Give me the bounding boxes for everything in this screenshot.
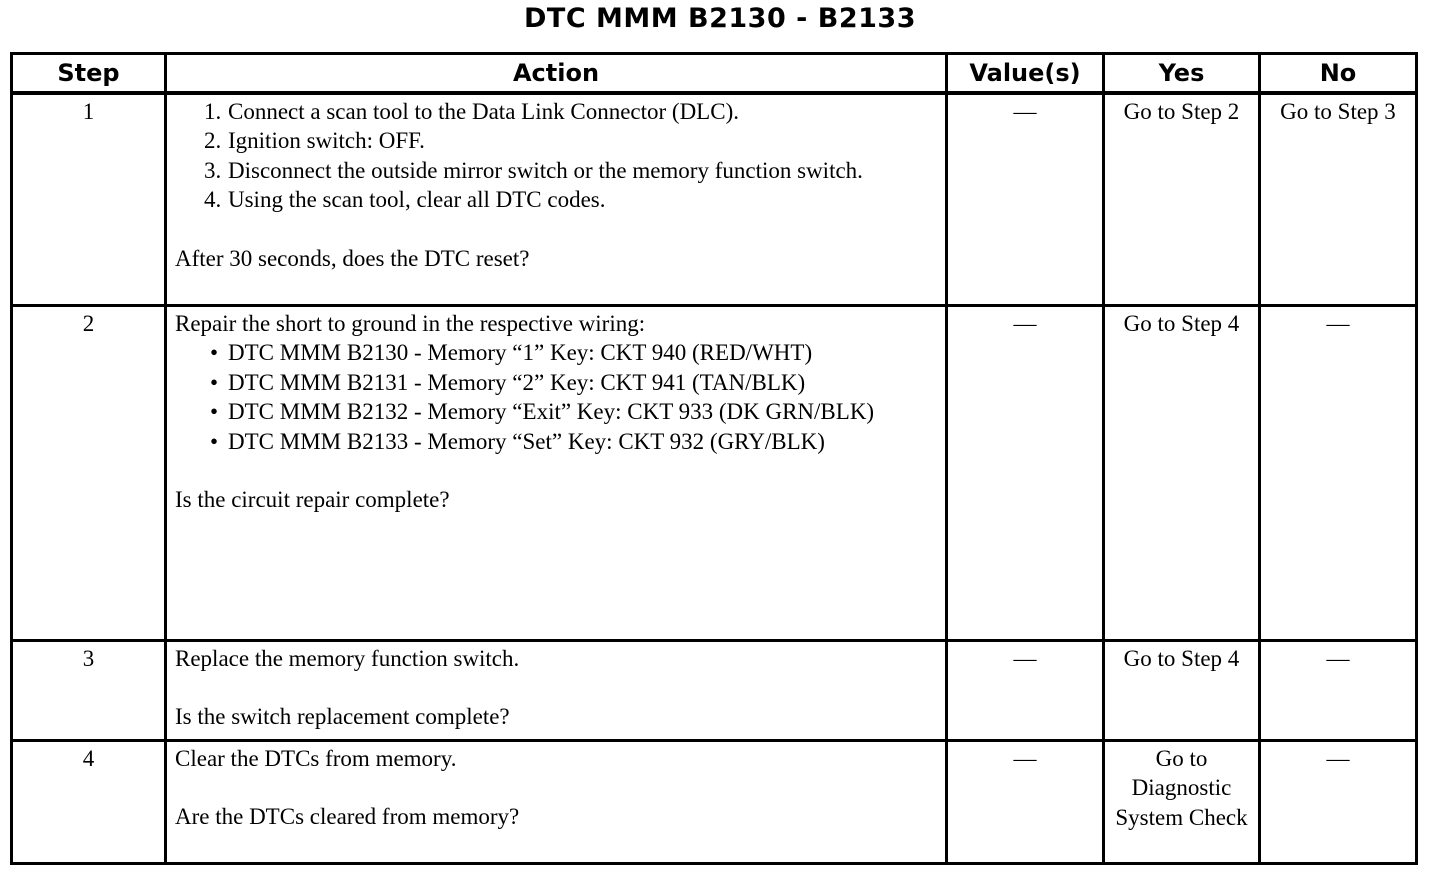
- no-cell: —: [1260, 641, 1417, 741]
- header-step: Step: [12, 54, 166, 94]
- table-header-row: [12, 54, 1417, 94]
- step-number: 3: [12, 641, 166, 741]
- no-cell: Go to Step 3: [1260, 93, 1417, 306]
- action-question: Is the circuit repair complete?: [175, 487, 450, 513]
- action-cell: [166, 93, 947, 306]
- header-action: Action: [166, 54, 947, 94]
- step-number: 4: [12, 741, 166, 864]
- action-question: Are the DTCs cleared from memory?: [175, 804, 520, 830]
- yes-cell: Go to Step 4: [1104, 641, 1260, 741]
- header-no: No: [1260, 54, 1417, 94]
- action-cell: [166, 306, 947, 641]
- document-title: DTC MMM B2130 - B2133: [523, 3, 916, 34]
- wiring-item: • DTC MMM B2133 - Memory “Set” Key: CKT 932 (GRY/BLK): [228, 427, 937, 456]
- no-cell: —: [1260, 741, 1417, 864]
- yes-cell: Go to Diagnostic System Check: [1104, 741, 1260, 864]
- action-intro: Repair the short to ground in the respective wiring:: [175, 311, 646, 336]
- action-cell: [166, 741, 947, 864]
- yes-cell: Go to Step 2: [1104, 93, 1260, 306]
- action-intro: Replace the memory function switch.: [175, 646, 520, 671]
- no-cell: —: [1260, 306, 1417, 641]
- values-cell: —: [947, 93, 1104, 306]
- action-question: Is the switch replacement complete?: [175, 704, 510, 730]
- action-steps-list: [175, 97, 937, 215]
- action-step: 4. Using the scan tool, clear all DTC codes.: [227, 185, 937, 214]
- table-row: [12, 741, 1417, 864]
- action-intro: Clear the DTCs from memory.: [175, 746, 457, 771]
- action-step: 3. Disconnect the outside mirror switch or the memory function switch.: [227, 156, 937, 185]
- table-row: [12, 306, 1417, 641]
- values-cell: —: [947, 306, 1104, 641]
- action-cell: [166, 641, 947, 741]
- action-step: 2. Ignition switch: OFF.: [227, 126, 937, 155]
- wiring-item: • DTC MMM B2130 - Memory “1” Key: CKT 940 (RED/WHT): [228, 338, 937, 367]
- step-number: 2: [12, 306, 166, 641]
- table-row: [12, 641, 1417, 741]
- yes-cell: Go to Step 4: [1104, 306, 1260, 641]
- header-values: Value(s): [947, 54, 1104, 94]
- table-row: [12, 93, 1417, 306]
- values-cell: —: [947, 741, 1104, 864]
- step-number: 1: [12, 93, 166, 306]
- action-question: After 30 seconds, does the DTC reset?: [175, 245, 530, 271]
- diagnostic-table: [10, 52, 1418, 865]
- wiring-item: • DTC MMM B2132 - Memory “Exit” Key: CKT 933 (DK GRN/BLK): [228, 397, 937, 426]
- header-yes: Yes: [1104, 54, 1260, 94]
- wiring-list: [175, 338, 937, 456]
- values-cell: —: [947, 641, 1104, 741]
- wiring-item: • DTC MMM B2131 - Memory “2” Key: CKT 941 (TAN/BLK): [228, 368, 937, 397]
- action-step: 1. Connect a scan tool to the Data Link Connector (DLC).: [227, 97, 937, 126]
